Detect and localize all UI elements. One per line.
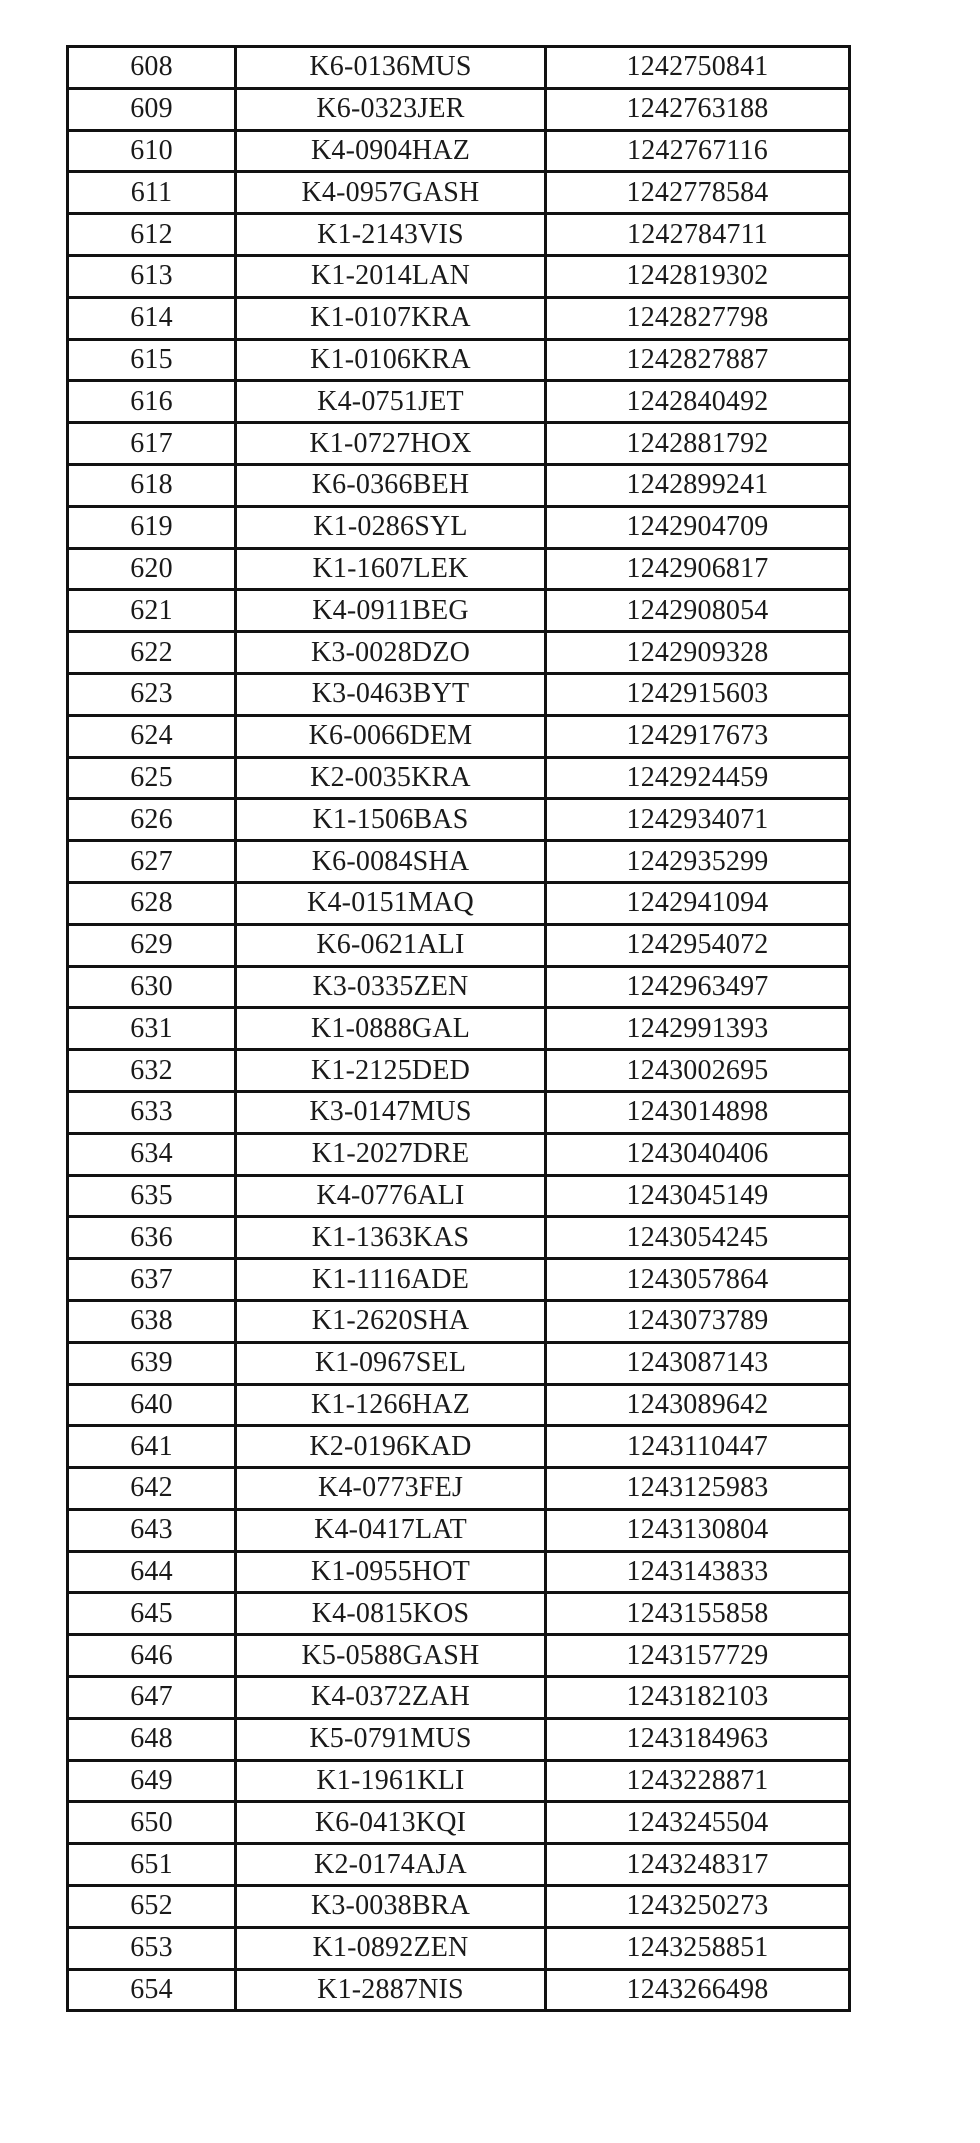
- code-cell: K2-0035KRA: [236, 757, 546, 799]
- row-number-cell: 644: [68, 1551, 236, 1593]
- table-row: [68, 255, 850, 297]
- code-cell: K1-0727HOX: [236, 423, 546, 465]
- table-row: [68, 1217, 850, 1259]
- code-cell: K1-0967SEL: [236, 1342, 546, 1384]
- id-number-cell: 1242934071: [546, 799, 850, 841]
- table-row: [68, 673, 850, 715]
- id-number-cell: 1242767116: [546, 130, 850, 172]
- id-number-cell: 1243045149: [546, 1175, 850, 1217]
- code-cell: K3-0335ZEN: [236, 966, 546, 1008]
- code-cell: K2-0174AJA: [236, 1844, 546, 1886]
- table-row: [68, 1426, 850, 1468]
- code-cell: K1-2887NIS: [236, 1969, 546, 2011]
- table-row: [68, 841, 850, 883]
- table-row: [68, 88, 850, 130]
- table-row: [68, 172, 850, 214]
- id-number-cell: 1243245504: [546, 1802, 850, 1844]
- row-number-cell: 621: [68, 590, 236, 632]
- code-cell: K4-0904HAZ: [236, 130, 546, 172]
- id-number-cell: 1243040406: [546, 1133, 850, 1175]
- table-row: [68, 1677, 850, 1719]
- row-number-cell: 626: [68, 799, 236, 841]
- table-row: [68, 1384, 850, 1426]
- id-number-cell: 1242954072: [546, 924, 850, 966]
- table-row: [68, 1927, 850, 1969]
- table-row: [68, 381, 850, 423]
- table-row: [68, 1509, 850, 1551]
- row-number-cell: 612: [68, 214, 236, 256]
- row-number-cell: 651: [68, 1844, 236, 1886]
- row-number-cell: 628: [68, 882, 236, 924]
- code-cell: K6-0366BEH: [236, 464, 546, 506]
- row-number-cell: 631: [68, 1008, 236, 1050]
- row-number-cell: 643: [68, 1509, 236, 1551]
- table-row: [68, 1342, 850, 1384]
- table-row: [68, 1300, 850, 1342]
- code-cell: K4-0911BEG: [236, 590, 546, 632]
- code-cell: K1-0892ZEN: [236, 1927, 546, 1969]
- row-number-cell: 650: [68, 1802, 236, 1844]
- code-cell: K1-0107KRA: [236, 297, 546, 339]
- row-number-cell: 645: [68, 1593, 236, 1635]
- code-cell: K6-0413KQI: [236, 1802, 546, 1844]
- id-number-cell: 1242763188: [546, 88, 850, 130]
- id-number-cell: 1242915603: [546, 673, 850, 715]
- table-row: [68, 882, 850, 924]
- row-number-cell: 640: [68, 1384, 236, 1426]
- id-number-cell: 1243250273: [546, 1886, 850, 1928]
- records-table-body: [68, 47, 850, 2011]
- table-row: [68, 1050, 850, 1092]
- row-number-cell: 618: [68, 464, 236, 506]
- id-number-cell: 1242935299: [546, 841, 850, 883]
- row-number-cell: 610: [68, 130, 236, 172]
- code-cell: K1-2014LAN: [236, 255, 546, 297]
- table-row: [68, 1259, 850, 1301]
- code-cell: K6-0084SHA: [236, 841, 546, 883]
- id-number-cell: 1242784711: [546, 214, 850, 256]
- code-cell: K1-1116ADE: [236, 1259, 546, 1301]
- id-number-cell: 1243073789: [546, 1300, 850, 1342]
- code-cell: K4-0751JET: [236, 381, 546, 423]
- id-number-cell: 1243002695: [546, 1050, 850, 1092]
- table-row: [68, 1886, 850, 1928]
- code-cell: K4-0957GASH: [236, 172, 546, 214]
- code-cell: K1-2125DED: [236, 1050, 546, 1092]
- id-number-cell: 1242881792: [546, 423, 850, 465]
- code-cell: K1-0955HOT: [236, 1551, 546, 1593]
- row-number-cell: 647: [68, 1677, 236, 1719]
- code-cell: K1-0286SYL: [236, 506, 546, 548]
- table-row: [68, 757, 850, 799]
- code-cell: K1-2620SHA: [236, 1300, 546, 1342]
- table-row: [68, 1969, 850, 2011]
- table-row: [68, 506, 850, 548]
- row-number-cell: 635: [68, 1175, 236, 1217]
- id-number-cell: 1242840492: [546, 381, 850, 423]
- id-number-cell: 1242827798: [546, 297, 850, 339]
- id-number-cell: 1242917673: [546, 715, 850, 757]
- id-number-cell: 1243087143: [546, 1342, 850, 1384]
- id-number-cell: 1242827887: [546, 339, 850, 381]
- row-number-cell: 632: [68, 1050, 236, 1092]
- table-row: [68, 1593, 850, 1635]
- table-row: [68, 214, 850, 256]
- table-row: [68, 1760, 850, 1802]
- row-number-cell: 638: [68, 1300, 236, 1342]
- table-row: [68, 632, 850, 674]
- row-number-cell: 642: [68, 1468, 236, 1510]
- row-number-cell: 633: [68, 1091, 236, 1133]
- table-row: [68, 1718, 850, 1760]
- id-number-cell: 1243184963: [546, 1718, 850, 1760]
- row-number-cell: 627: [68, 841, 236, 883]
- code-cell: K3-0028DZO: [236, 632, 546, 674]
- code-cell: K3-0463BYT: [236, 673, 546, 715]
- row-number-cell: 648: [68, 1718, 236, 1760]
- row-number-cell: 630: [68, 966, 236, 1008]
- table-row: [68, 1008, 850, 1050]
- code-cell: K1-1607LEK: [236, 548, 546, 590]
- table-row: [68, 1133, 850, 1175]
- table-row: [68, 590, 850, 632]
- table-row: [68, 1635, 850, 1677]
- row-number-cell: 653: [68, 1927, 236, 1969]
- id-number-cell: 1243182103: [546, 1677, 850, 1719]
- table-row: [68, 799, 850, 841]
- id-number-cell: 1243155858: [546, 1593, 850, 1635]
- code-cell: K5-0588GASH: [236, 1635, 546, 1677]
- id-number-cell: 1243054245: [546, 1217, 850, 1259]
- table-row: [68, 1091, 850, 1133]
- row-number-cell: 613: [68, 255, 236, 297]
- row-number-cell: 637: [68, 1259, 236, 1301]
- code-cell: K1-1961KLI: [236, 1760, 546, 1802]
- row-number-cell: 646: [68, 1635, 236, 1677]
- code-cell: K5-0791MUS: [236, 1718, 546, 1760]
- id-number-cell: 1242909328: [546, 632, 850, 674]
- id-number-cell: 1242904709: [546, 506, 850, 548]
- code-cell: K4-0773FEJ: [236, 1468, 546, 1510]
- code-cell: K3-0038BRA: [236, 1886, 546, 1928]
- id-number-cell: 1243157729: [546, 1635, 850, 1677]
- row-number-cell: 619: [68, 506, 236, 548]
- id-number-cell: 1243014898: [546, 1091, 850, 1133]
- table-row: [68, 1468, 850, 1510]
- id-number-cell: 1242963497: [546, 966, 850, 1008]
- row-number-cell: 611: [68, 172, 236, 214]
- table-row: [68, 130, 850, 172]
- id-number-cell: 1242924459: [546, 757, 850, 799]
- table-row: [68, 47, 850, 89]
- row-number-cell: 616: [68, 381, 236, 423]
- row-number-cell: 622: [68, 632, 236, 674]
- code-cell: K1-1506BAS: [236, 799, 546, 841]
- table-row: [68, 1551, 850, 1593]
- row-number-cell: 654: [68, 1969, 236, 2011]
- id-number-cell: 1243130804: [546, 1509, 850, 1551]
- code-cell: K4-0815KOS: [236, 1593, 546, 1635]
- row-number-cell: 608: [68, 47, 236, 89]
- table-row: [68, 339, 850, 381]
- table-row: [68, 548, 850, 590]
- row-number-cell: 623: [68, 673, 236, 715]
- code-cell: K1-2027DRE: [236, 1133, 546, 1175]
- id-number-cell: 1242750841: [546, 47, 850, 89]
- records-table: [66, 45, 851, 2012]
- code-cell: K4-0417LAT: [236, 1509, 546, 1551]
- row-number-cell: 624: [68, 715, 236, 757]
- table-row: [68, 966, 850, 1008]
- id-number-cell: 1242941094: [546, 882, 850, 924]
- id-number-cell: 1242819302: [546, 255, 850, 297]
- row-number-cell: 629: [68, 924, 236, 966]
- table-row: [68, 297, 850, 339]
- id-number-cell: 1243057864: [546, 1259, 850, 1301]
- row-number-cell: 634: [68, 1133, 236, 1175]
- row-number-cell: 649: [68, 1760, 236, 1802]
- table-row: [68, 1802, 850, 1844]
- code-cell: K1-2143VIS: [236, 214, 546, 256]
- row-number-cell: 636: [68, 1217, 236, 1259]
- code-cell: K6-0066DEM: [236, 715, 546, 757]
- table-row: [68, 464, 850, 506]
- row-number-cell: 652: [68, 1886, 236, 1928]
- code-cell: K4-0151MAQ: [236, 882, 546, 924]
- code-cell: K6-0136MUS: [236, 47, 546, 89]
- id-number-cell: 1243248317: [546, 1844, 850, 1886]
- code-cell: K1-1363KAS: [236, 1217, 546, 1259]
- id-number-cell: 1243258851: [546, 1927, 850, 1969]
- code-cell: K6-0323JER: [236, 88, 546, 130]
- id-number-cell: 1242899241: [546, 464, 850, 506]
- row-number-cell: 625: [68, 757, 236, 799]
- row-number-cell: 614: [68, 297, 236, 339]
- code-cell: K6-0621ALI: [236, 924, 546, 966]
- row-number-cell: 615: [68, 339, 236, 381]
- table-row: [68, 924, 850, 966]
- code-cell: K3-0147MUS: [236, 1091, 546, 1133]
- id-number-cell: 1243266498: [546, 1969, 850, 2011]
- code-cell: K2-0196KAD: [236, 1426, 546, 1468]
- row-number-cell: 620: [68, 548, 236, 590]
- id-number-cell: 1243143833: [546, 1551, 850, 1593]
- row-number-cell: 641: [68, 1426, 236, 1468]
- table-row: [68, 423, 850, 465]
- code-cell: K1-0106KRA: [236, 339, 546, 381]
- table-row: [68, 1844, 850, 1886]
- id-number-cell: 1242908054: [546, 590, 850, 632]
- table-row: [68, 715, 850, 757]
- code-cell: K1-1266HAZ: [236, 1384, 546, 1426]
- id-number-cell: 1243110447: [546, 1426, 850, 1468]
- row-number-cell: 639: [68, 1342, 236, 1384]
- id-number-cell: 1242778584: [546, 172, 850, 214]
- id-number-cell: 1243125983: [546, 1468, 850, 1510]
- id-number-cell: 1242906817: [546, 548, 850, 590]
- table-row: [68, 1175, 850, 1217]
- row-number-cell: 609: [68, 88, 236, 130]
- id-number-cell: 1243228871: [546, 1760, 850, 1802]
- code-cell: K4-0776ALI: [236, 1175, 546, 1217]
- id-number-cell: 1243089642: [546, 1384, 850, 1426]
- row-number-cell: 617: [68, 423, 236, 465]
- code-cell: K4-0372ZAH: [236, 1677, 546, 1719]
- id-number-cell: 1242991393: [546, 1008, 850, 1050]
- code-cell: K1-0888GAL: [236, 1008, 546, 1050]
